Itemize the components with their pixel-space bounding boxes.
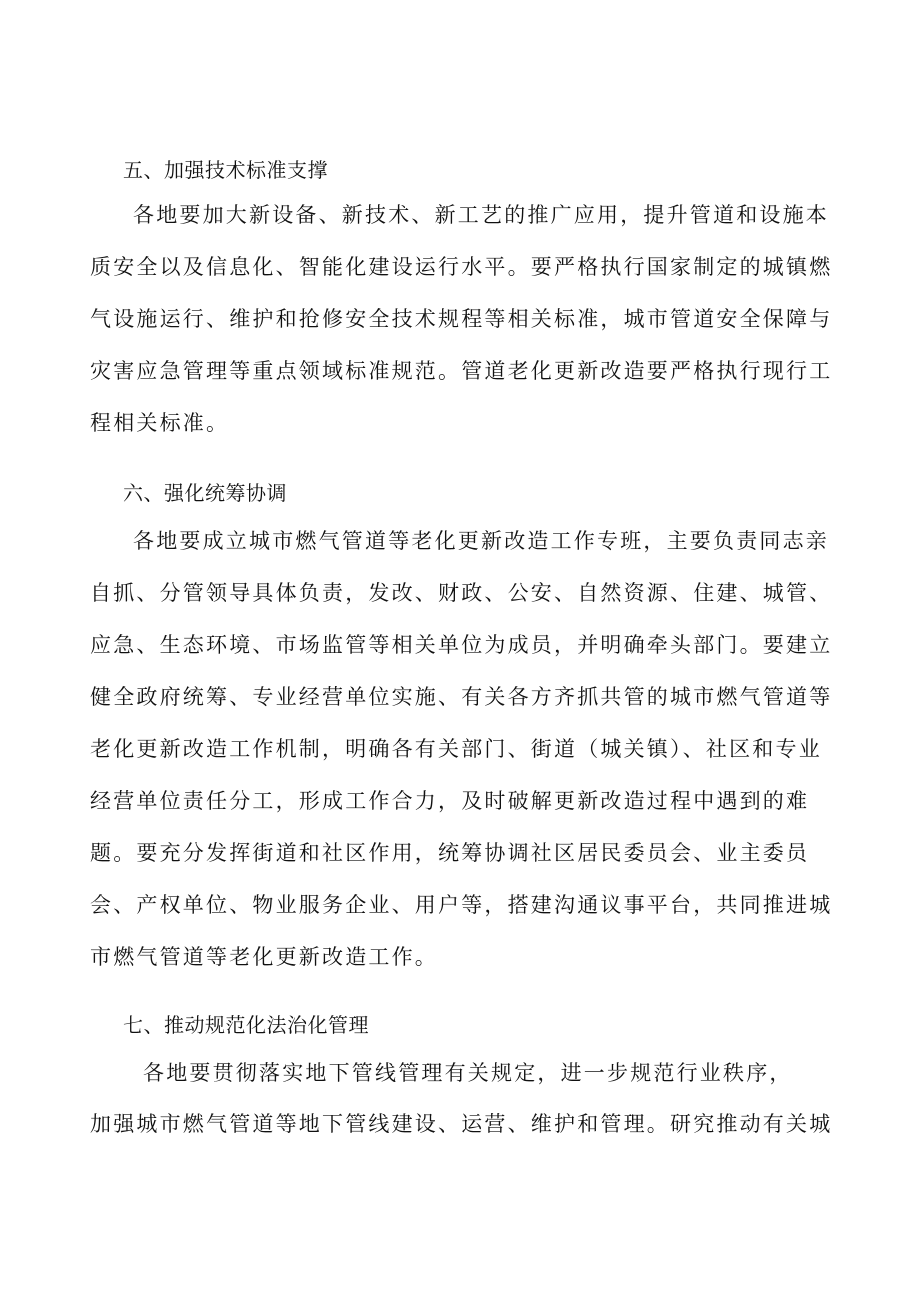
paragraph-line: 自抓、分管领导具体负责，发改、财政、公安、自然资源、住建、城管、 (90, 581, 833, 605)
paragraph-line: 各地要贯彻落实地下管线管理有关规定，进一步规范行业秩序， (143, 1061, 793, 1085)
section-heading: 六、强化统筹协调 (123, 481, 287, 505)
paragraph-line: 各地要加大新设备、新技术、新工艺的推广应用，提升管道和设施本 (133, 203, 829, 227)
paragraph-line: 各地要成立城市燃气管道等老化更新改造工作专班，主要负责同志亲 (133, 529, 829, 553)
paragraph-line: 题。要充分发挥街道和社区作用，统筹协调社区居民委员会、业主委员 (90, 841, 810, 865)
paragraph-line: 应急、生态环境、市场监管等相关单位为成员，并明确牵头部门。要建立 (90, 633, 833, 657)
paragraph-line: 经营单位责任分工，形成工作合力，及时破解更新改造过程中遇到的难 (90, 789, 810, 813)
paragraph-line: 质安全以及信息化、智能化建设运行水平。要严格执行国家制定的城镇燃 (90, 255, 833, 279)
paragraph-line: 加强城市燃气管道等地下管线建设、运营、维护和管理。研究推动有关城 (90, 1112, 833, 1136)
paragraph-line: 程相关标准。 (90, 411, 230, 435)
paragraph-line: 健全政府统筹、专业经营单位实施、有关各方齐抓共管的城市燃气管道等 (90, 685, 833, 709)
paragraph-line: 市燃气管道等老化更新改造工作。 (90, 945, 438, 969)
paragraph-line: 灾害应急管理等重点领域标准规范。管道老化更新改造要严格执行现行工 (90, 359, 833, 383)
section-heading: 五、加强技术标准支撑 (123, 158, 328, 182)
paragraph-line: 老化更新改造工作机制，明确各有关部门、街道（城关镇）、社区和专业 (90, 737, 822, 761)
paragraph-line: 气设施运行、维护和抢修安全技术规程等相关标准，城市管道安全保障与 (90, 307, 833, 331)
paragraph-line: 会、产权单位、物业服务企业、用户等，搭建沟通议事平台，共同推进城 (90, 893, 833, 917)
section-heading: 七、推动规范化法治化管理 (123, 1013, 369, 1037)
